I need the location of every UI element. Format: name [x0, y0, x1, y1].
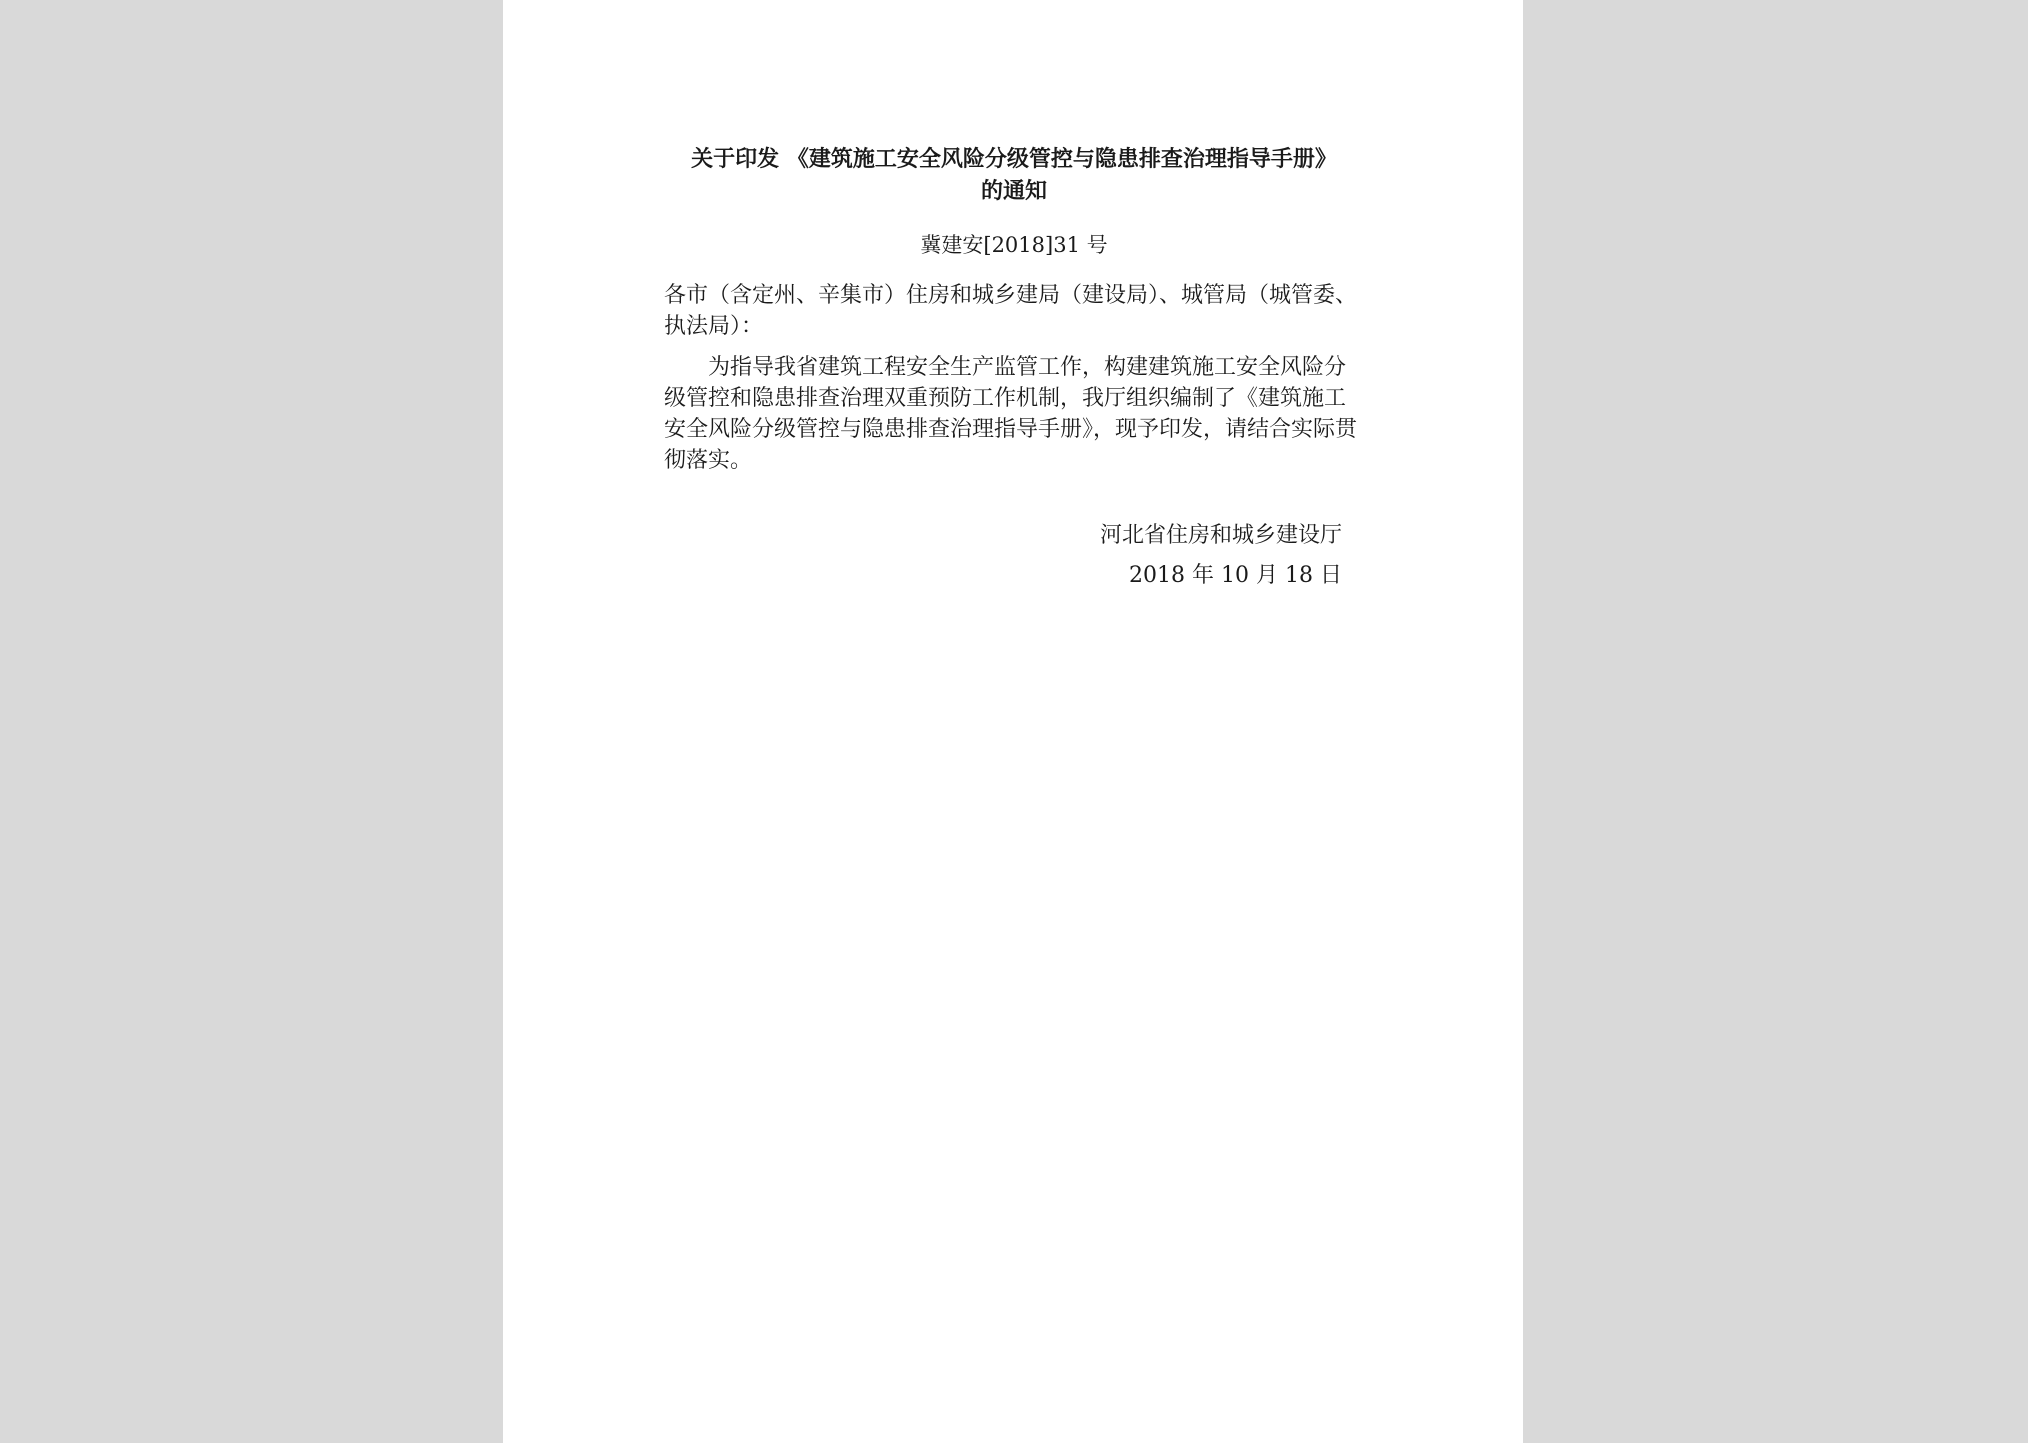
document-page: [503, 0, 1523, 1443]
issue-date: 2018 年 10 月 18 日: [1129, 563, 1342, 588]
signature-block: [664, 516, 1364, 596]
body-paragraph: 为指导我省建筑工程安全生产监管工作，构建建筑施工安全风险分级管控和隐患排查治理双重预防工作机制，我厅组织编制了《建筑施工安全风险分级管控与隐患排查治理指导手册》，现予印发，请结合实际贯彻落实。: [664, 355, 1358, 473]
document-number: 冀建安[2018]31 号: [920, 233, 1108, 257]
document-content: [664, 144, 1364, 596]
addressee: 各市（含定州、辛集市）住房和城乡建局（建设局）、城管局（城管委、执法局）：: [664, 283, 1358, 339]
title-line-1: 关于印发 《建筑施工安全风险分级管控与隐患排查治理指导手册》: [691, 147, 1337, 172]
document-title: [664, 144, 1364, 208]
issuer: 河北省住房和城乡建设厅: [1099, 523, 1342, 548]
title-line-2: 的通知: [980, 179, 1047, 204]
